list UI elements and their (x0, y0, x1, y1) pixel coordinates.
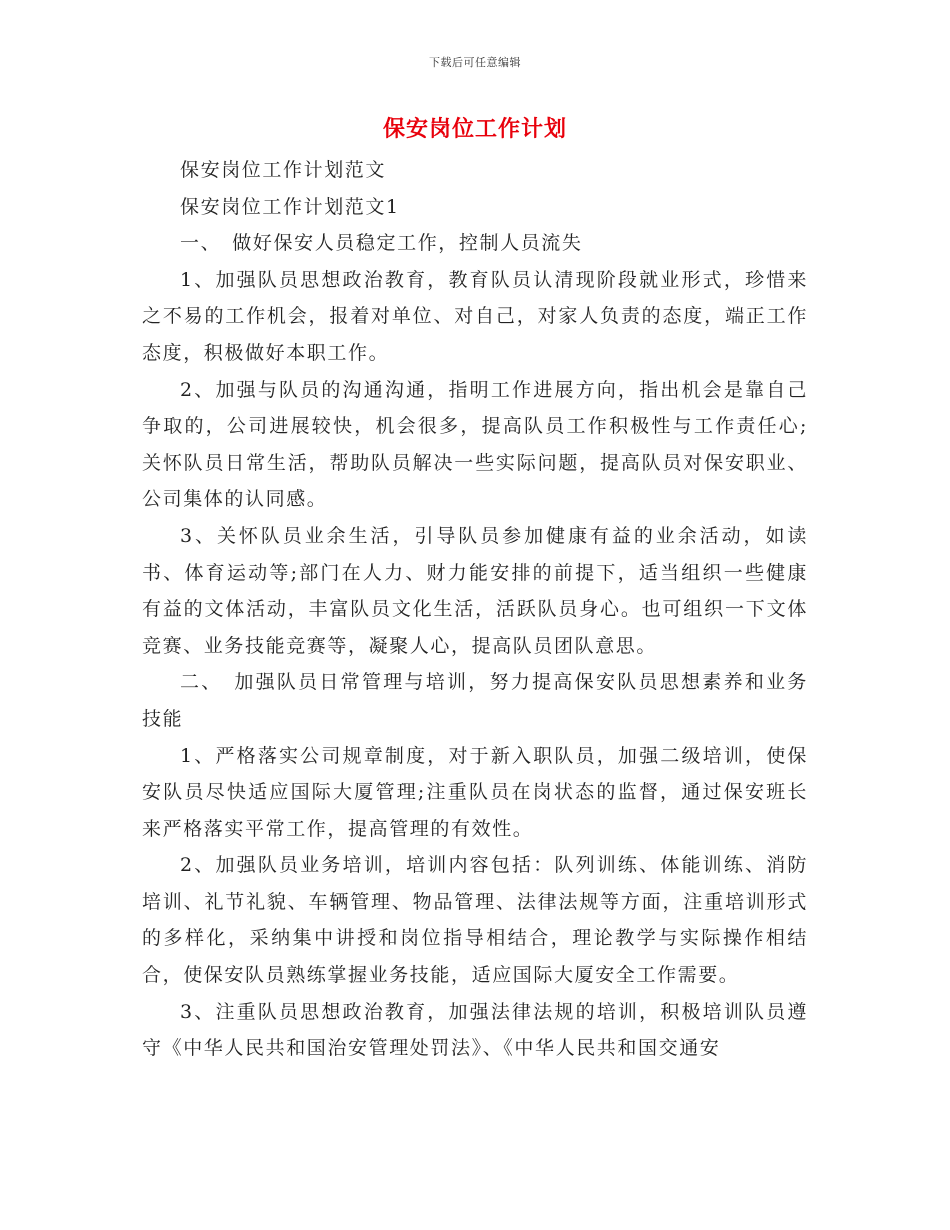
section-heading-one: 一、 做好保安人员稳定工作，控制人员流失 (180, 232, 583, 255)
sample-heading-paragraph: 保安岗位工作计划范文1 (180, 195, 400, 218)
document-title: 保安岗位工作计划 (382, 116, 567, 142)
document-body (142, 152, 808, 1067)
body-paragraph: 1、加强队员思想政治教育，教育队员认清现阶段就业形式，珍惜来之不易的工作机会，报着对单位、对自己，对家人负责的态度，端正工作态度，积极做好本职工作。 (142, 268, 808, 364)
header-note: 下载后可任意编辑 (429, 56, 521, 69)
body-paragraph: 3、关怀队员业余生活，引导队员参加健康有益的业余活动，如读书、体育运动等;部门在人力、财力能安排的前提下，适当组织一些健康有益的文体活动，丰富队员文化生活，活跃队员身心。也可组织一下文体竞赛、业务技能竞赛等，凝聚人心，提高队员团队意思。 (142, 524, 808, 657)
body-paragraph: 2、加强队员业务培训，培训内容包括：队列训练、体能训练、消防培训、礼节礼貌、车辆管理、物品管理、法律法规等方面，注重培训形式的多样化，采纳集中讲授和岗位指导相结合，理论教学与实际操作相结合，使保安队员熟练掌握业务技能，适应国际大厦安全工作需要。 (142, 854, 808, 987)
body-paragraph: 3、注重队员思想政治教育，加强法律法规的培训，积极培训队员遵守《中华人民共和国治安管理处罚法》、《中华人民共和国交通安 (142, 1000, 808, 1060)
subtitle-paragraph: 保安岗位工作计划范文 (180, 159, 387, 181)
body-paragraph: 1、严格落实公司规章制度，对于新入职队员，加强二级培训，使保安队员尽快适应国际大厦管理;注重队员在岗状态的监督，通过保安班长来严格落实平常工作，提高管理的有效性。 (142, 744, 808, 840)
section-heading-two: 二、 加强队员日常管理与培训，努力提高保安队员思想素养和业务技能 (142, 671, 808, 730)
body-paragraph: 2、加强与队员的沟通沟通，指明工作进展方向，指出机会是靠自己争取的，公司进展较快，机会很多，提高队员工作积极性与工作责任心;关怀队员日常生活，帮助队员解决一些实际问题，提高队员对保安职业、公司集体的认同感。 (142, 378, 808, 511)
